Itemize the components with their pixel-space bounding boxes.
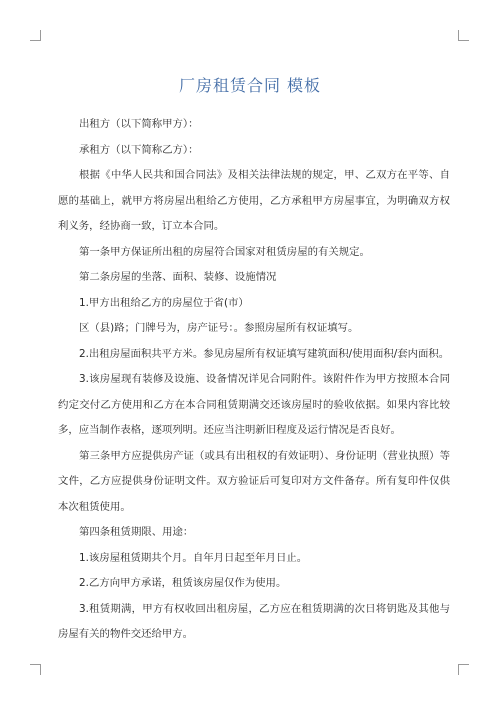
paragraph-lessor: 出租方（以下简称甲方）： xyxy=(79,118,199,130)
paragraph-article-4-item-1: 1.该房屋租赁期共个月。自年月日起至年月日止。 xyxy=(79,551,308,564)
paragraph-article-4: 第四条租赁期限、用途： xyxy=(79,526,194,538)
paragraph-article-2-address: 区（县)路；门牌号为，房产证号：。参照房屋所有权证填写。 xyxy=(79,322,359,334)
paragraph-article-4-item-3: 3.租赁期满，甲方有权收回出租房屋，乙方应在租赁期满的次日将钥匙及其他与房屋有关的物件交还给甲方。 xyxy=(58,602,450,640)
paragraph-article-3: 第三条甲方应提供房产证（或具有出租权的有效证明）、身份证明（营业执照）等文件，乙方应提供身份证明文件。双方验证后可复印对方文件备存。所有复印件仅供本次租赁使用。 xyxy=(58,449,450,513)
paragraph-article-2-item-2: 2.出租房屋面积共平方米。参见房屋所有权证填写建筑面积/使用面积/套内面积。 xyxy=(79,347,450,360)
paragraph-article-2: 第二条房屋的坐落、面积、装修、设施情况 xyxy=(79,271,277,283)
crop-mark-bottom-right xyxy=(458,664,469,675)
crop-mark-bottom-left xyxy=(30,664,41,675)
document-body xyxy=(58,112,450,648)
crop-mark-top-right xyxy=(458,30,469,41)
paragraph-article-2-item-3: 3.该房屋现有装修及设施、设备情况详见合同附件。该附件作为甲方按照本合同约定交付乙方使用和乙方在本合同租赁期满交还该房屋时的验收依据。如果内容比较多，应当制作表格，逐项列明。还应当注明新旧程度及运行情况是否良好。 xyxy=(58,373,450,436)
paragraph-lessee: 承租方（以下简称乙方）： xyxy=(79,143,199,156)
crop-mark-top-left xyxy=(30,30,41,41)
paragraph-article-4-item-2: 2.乙方向甲方承诺，租赁该房屋仅作为使用。 xyxy=(79,577,287,589)
paragraph-article-2-item-1: 1.甲方出租给乙方的房屋位于省(市） xyxy=(79,296,249,309)
paragraph-preamble: 根据《中华人民共和国合同法》及相关法律法规的规定，甲、乙双方在平等、自愿的基础上，就甲方将房屋出租给乙方使用，乙方承租甲方房屋事宜，为明确双方权利义务，经协商一致，订立本合同。 xyxy=(58,169,450,232)
paragraph-article-1: 第一条甲方保证所出租的房屋符合国家对租赁房屋的有关规定。 xyxy=(79,245,370,258)
document-title: 厂房租赁合同 模板 xyxy=(178,75,322,95)
